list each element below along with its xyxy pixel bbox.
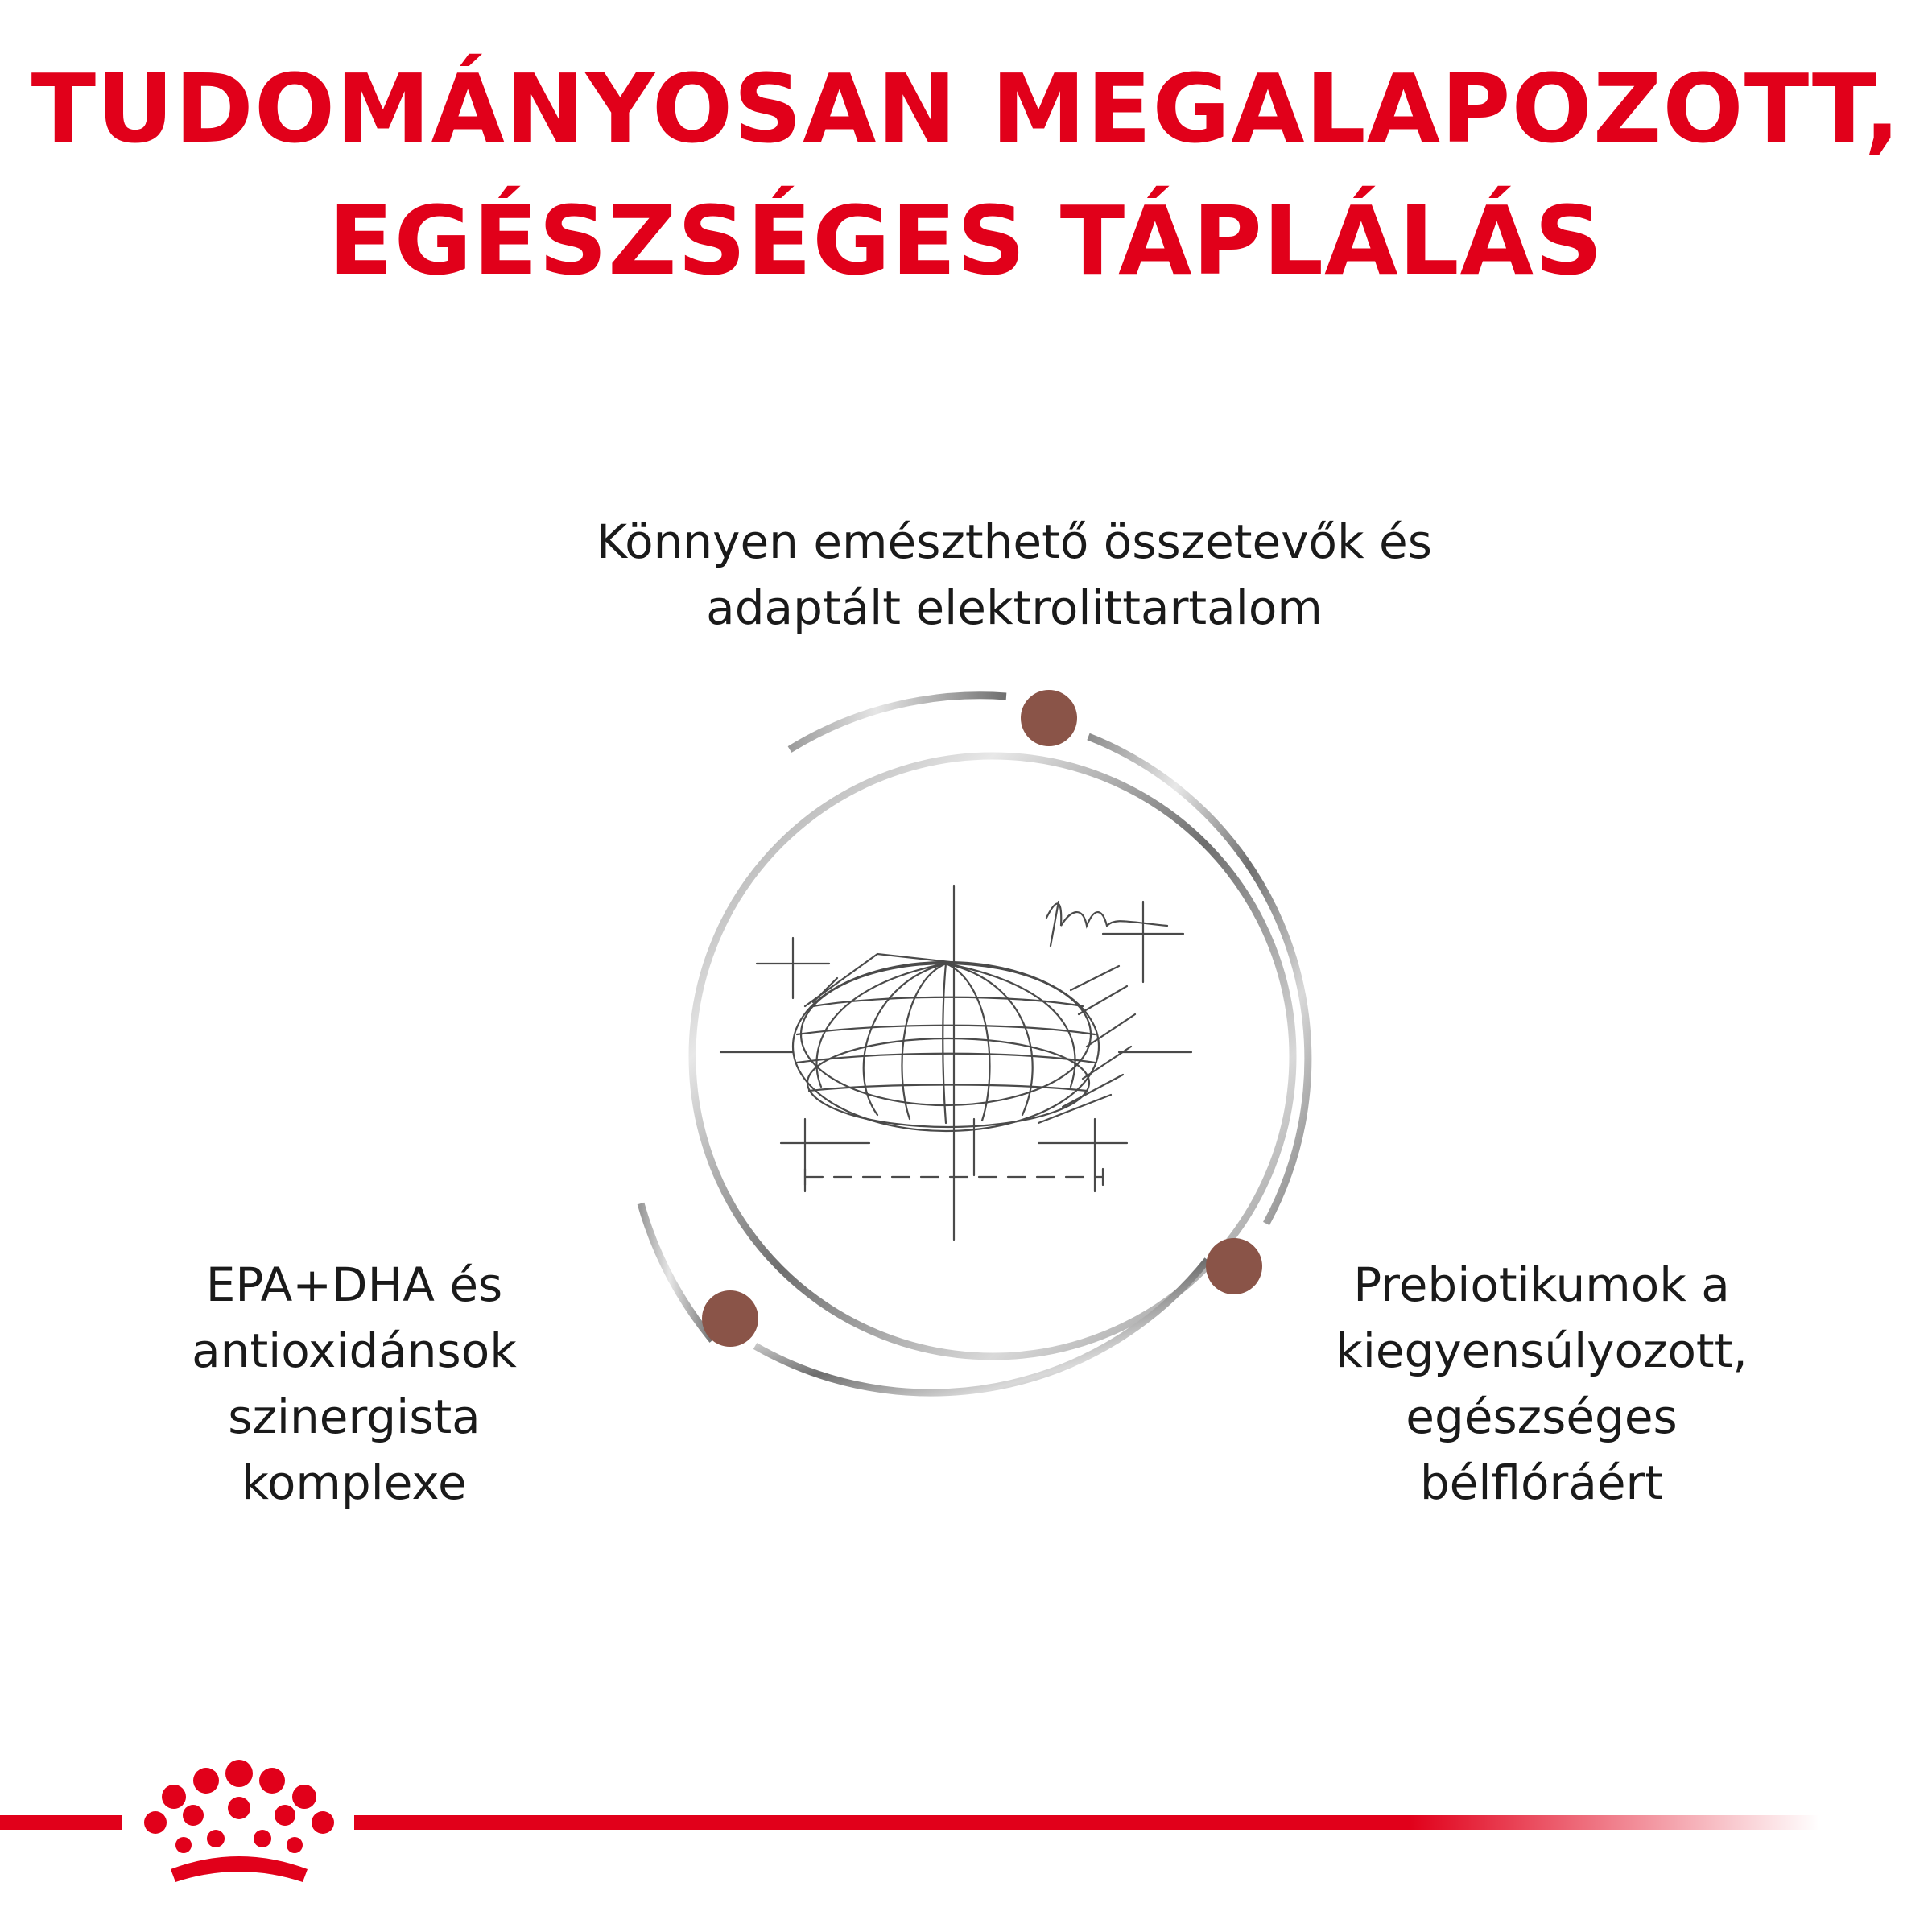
benefit-left-line-2: antioxidánsok — [192, 1323, 517, 1378]
headline-line-1: TUDOMÁNYOSAN MEGALAPOZOTT, — [31, 53, 1901, 164]
benefit-left-line-1: EPA+DHA és — [205, 1257, 503, 1312]
royal-canin-crown-logo — [144, 1760, 334, 1882]
benefit-right-line-2: kiegyensúlyozott, — [1335, 1323, 1748, 1378]
benefit-left-line-3: szinergista — [228, 1389, 481, 1444]
benefit-top-line-2: adaptált elektrolittartalom — [706, 580, 1323, 635]
footer-bar-right — [354, 1815, 1819, 1830]
benefit-top-line-1: Könnyen emészthető összetevők és — [597, 514, 1432, 569]
benefit-right-line-3: egészséges — [1406, 1389, 1678, 1444]
benefit-left-line-4: komplexe — [242, 1455, 467, 1510]
footer-bar-left — [0, 1815, 122, 1830]
headline-line-2: EGÉSZSÉGES TÁPLÁLÁS — [328, 185, 1604, 296]
benefit-right-line-4: bélflóráért — [1419, 1455, 1664, 1510]
benefit-right-line-1: Prebiotikumok a — [1353, 1257, 1730, 1312]
